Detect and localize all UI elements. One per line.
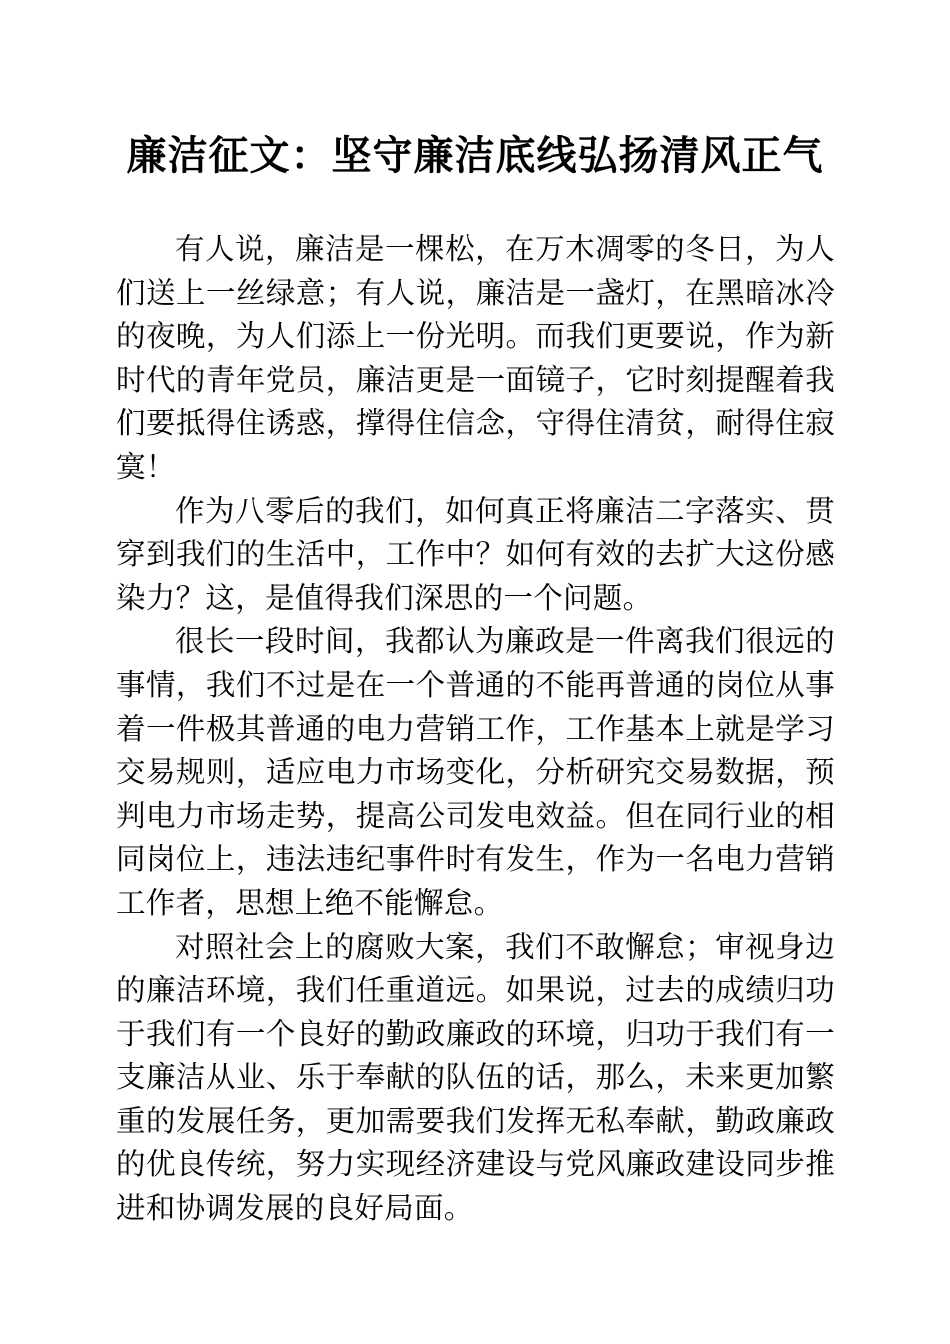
paragraph: 很长一段时间，我都认为廉政是一件离我们很远的事情，我们不过是在一个普通的不能再普通的岗位从事着一件极其普通的电力营销工作，工作基本上就是学习交易规则，适应电力市场变化，分析研究交易数据，预判电力市场走势，提高公司发电效益。但在同行业的相同岗位上，违法违纪事件时有发生，作为一名电力营销工作者，思想上绝不能懈怠。 bbox=[116, 626, 835, 920]
document-title: 廉洁征文：坚守廉洁底线弘扬清风正气 bbox=[126, 133, 824, 178]
document-body bbox=[116, 229, 835, 1232]
paragraph: 对照社会上的腐败大案，我们不敢懈怠；审视身边的廉洁环境，我们任重道远。如果说，过去的成绩归功于我们有一个良好的勤政廉政的环境，归功于我们有一支廉洁从业、乐于奉献的队伍的话，那么，未来更加繁重的发展任务，更加需要我们发挥无私奉献，勤政廉政的优良传统，努力实现经济建设与党风廉政建设同步推进和协调发展的良好局面。 bbox=[116, 931, 835, 1226]
paragraph: 有人说，廉洁是一棵松，在万木凋零的冬日，为人们送上一丝绿意；有人说，廉洁是一盏灯，在黑暗冰冷的夜晚，为人们添上一份光明。而我们更要说，作为新时代的青年党员，廉洁更是一面镜子，它时刻提醒着我们要抵得住诱惑，撑得住信念，守得住清贫，耐得住寂寞！ bbox=[116, 234, 835, 484]
paragraph: 作为八零后的我们，如何真正将廉洁二字落实、贯穿到我们的生活中，工作中？如何有效的去扩大这份感染力？这，是值得我们深思的一个问题。 bbox=[116, 495, 835, 615]
